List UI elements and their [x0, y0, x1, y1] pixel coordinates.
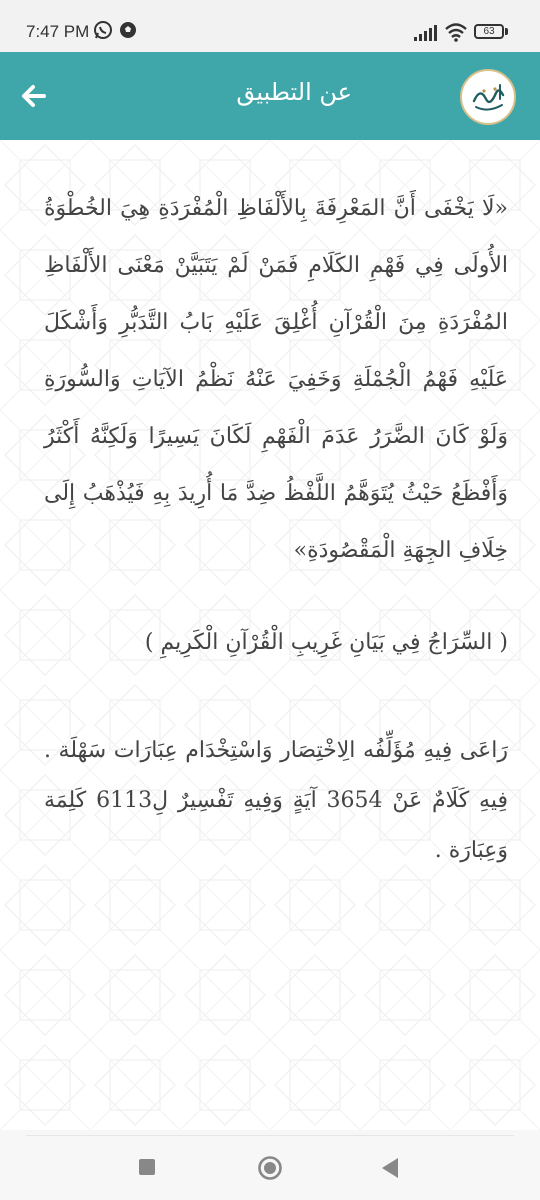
- status-time: 7:47 PM: [26, 22, 90, 41]
- system-nav-bar: [0, 1136, 540, 1200]
- recents-button[interactable]: [138, 1158, 156, 1176]
- signal-icon: [414, 25, 438, 41]
- app-description: رَاعَى فِيهِ مُؤَلِّفُه الِاخْتِصَار وَاسْتِخْدَام عِبَارَات سَهْلَة . فِيهِ كَلَامٌ عَنْ 3654 آيَةٍ وَفِيهِ تَفْسِيرٌ لِ6113 كَلِمَة وَعِبَارَة .: [44, 738, 509, 863]
- status-bar: [0, 0, 540, 52]
- home-circle-icon: [257, 1155, 283, 1181]
- home-button[interactable]: [257, 1155, 283, 1181]
- app-logo-calligraphy: [462, 71, 514, 123]
- battery-icon: [474, 24, 504, 39]
- back-nav-button[interactable]: [380, 1157, 400, 1179]
- app-bar: [0, 52, 540, 140]
- main-content: [0, 140, 540, 1130]
- quote-text: «لَا يَخْفَى أَنَّ المَعْرِفَةَ بِالأَلْفَاظِ الْمُفْرَدَةِ هِيَ الخُطْوَةُ الأُولَى فِي فَهْمِ الكَلَامِ فَمَنْ لَمْ يَتَبَيَّنْ مَعْنَى الأَلْفَاظِ المُفْرَدَةِ مِنَ الْقُرْآنِ أُغْلِقَ عَلَيْهِ بَابُ التَّدَبُّرِ وَأَشْكَلَ عَلَيْهِ فَهْمُ الْجُمْلَةِ وَخَفِيَ عَنْهُ نَظْمُ الآيَاتِ وَالسُّورَةِ وَلَوْ كَانَ الضَّرَرُ عَدَمَ الْفَهْمِ لَكَانَ يَسِيرًا وَلَكِنَّهُ أَكْثَرُ وَأَفْظَعُ حَيْثُ يُتَوَهَّمُ اللَّفْظُ ضِدَّ مَا أُرِيدَ بِهِ فَيُذْهَبُ إِلَى خِلَافِ الجِهَةِ الْمَقْصُودَةِ»: [44, 196, 508, 563]
- whatsapp-icon: [93, 20, 113, 40]
- back-triangle-icon: [380, 1157, 400, 1179]
- back-button[interactable]: [14, 75, 56, 117]
- recents-square-icon: [138, 1158, 156, 1176]
- arrow-left-icon: [14, 75, 56, 117]
- source-citation: ( السِّرَاجُ فِي بَيَانِ غَرِيبِ الْقُرْآنِ الْكَرِيمِ ): [144, 630, 508, 655]
- page-title: عن التطبيق: [236, 78, 352, 106]
- app-logo: [460, 69, 516, 125]
- battery-tip: [505, 28, 508, 35]
- battery-level: 63: [483, 26, 495, 37]
- wifi-icon: [444, 22, 468, 42]
- soccer-ball-icon: [118, 20, 138, 40]
